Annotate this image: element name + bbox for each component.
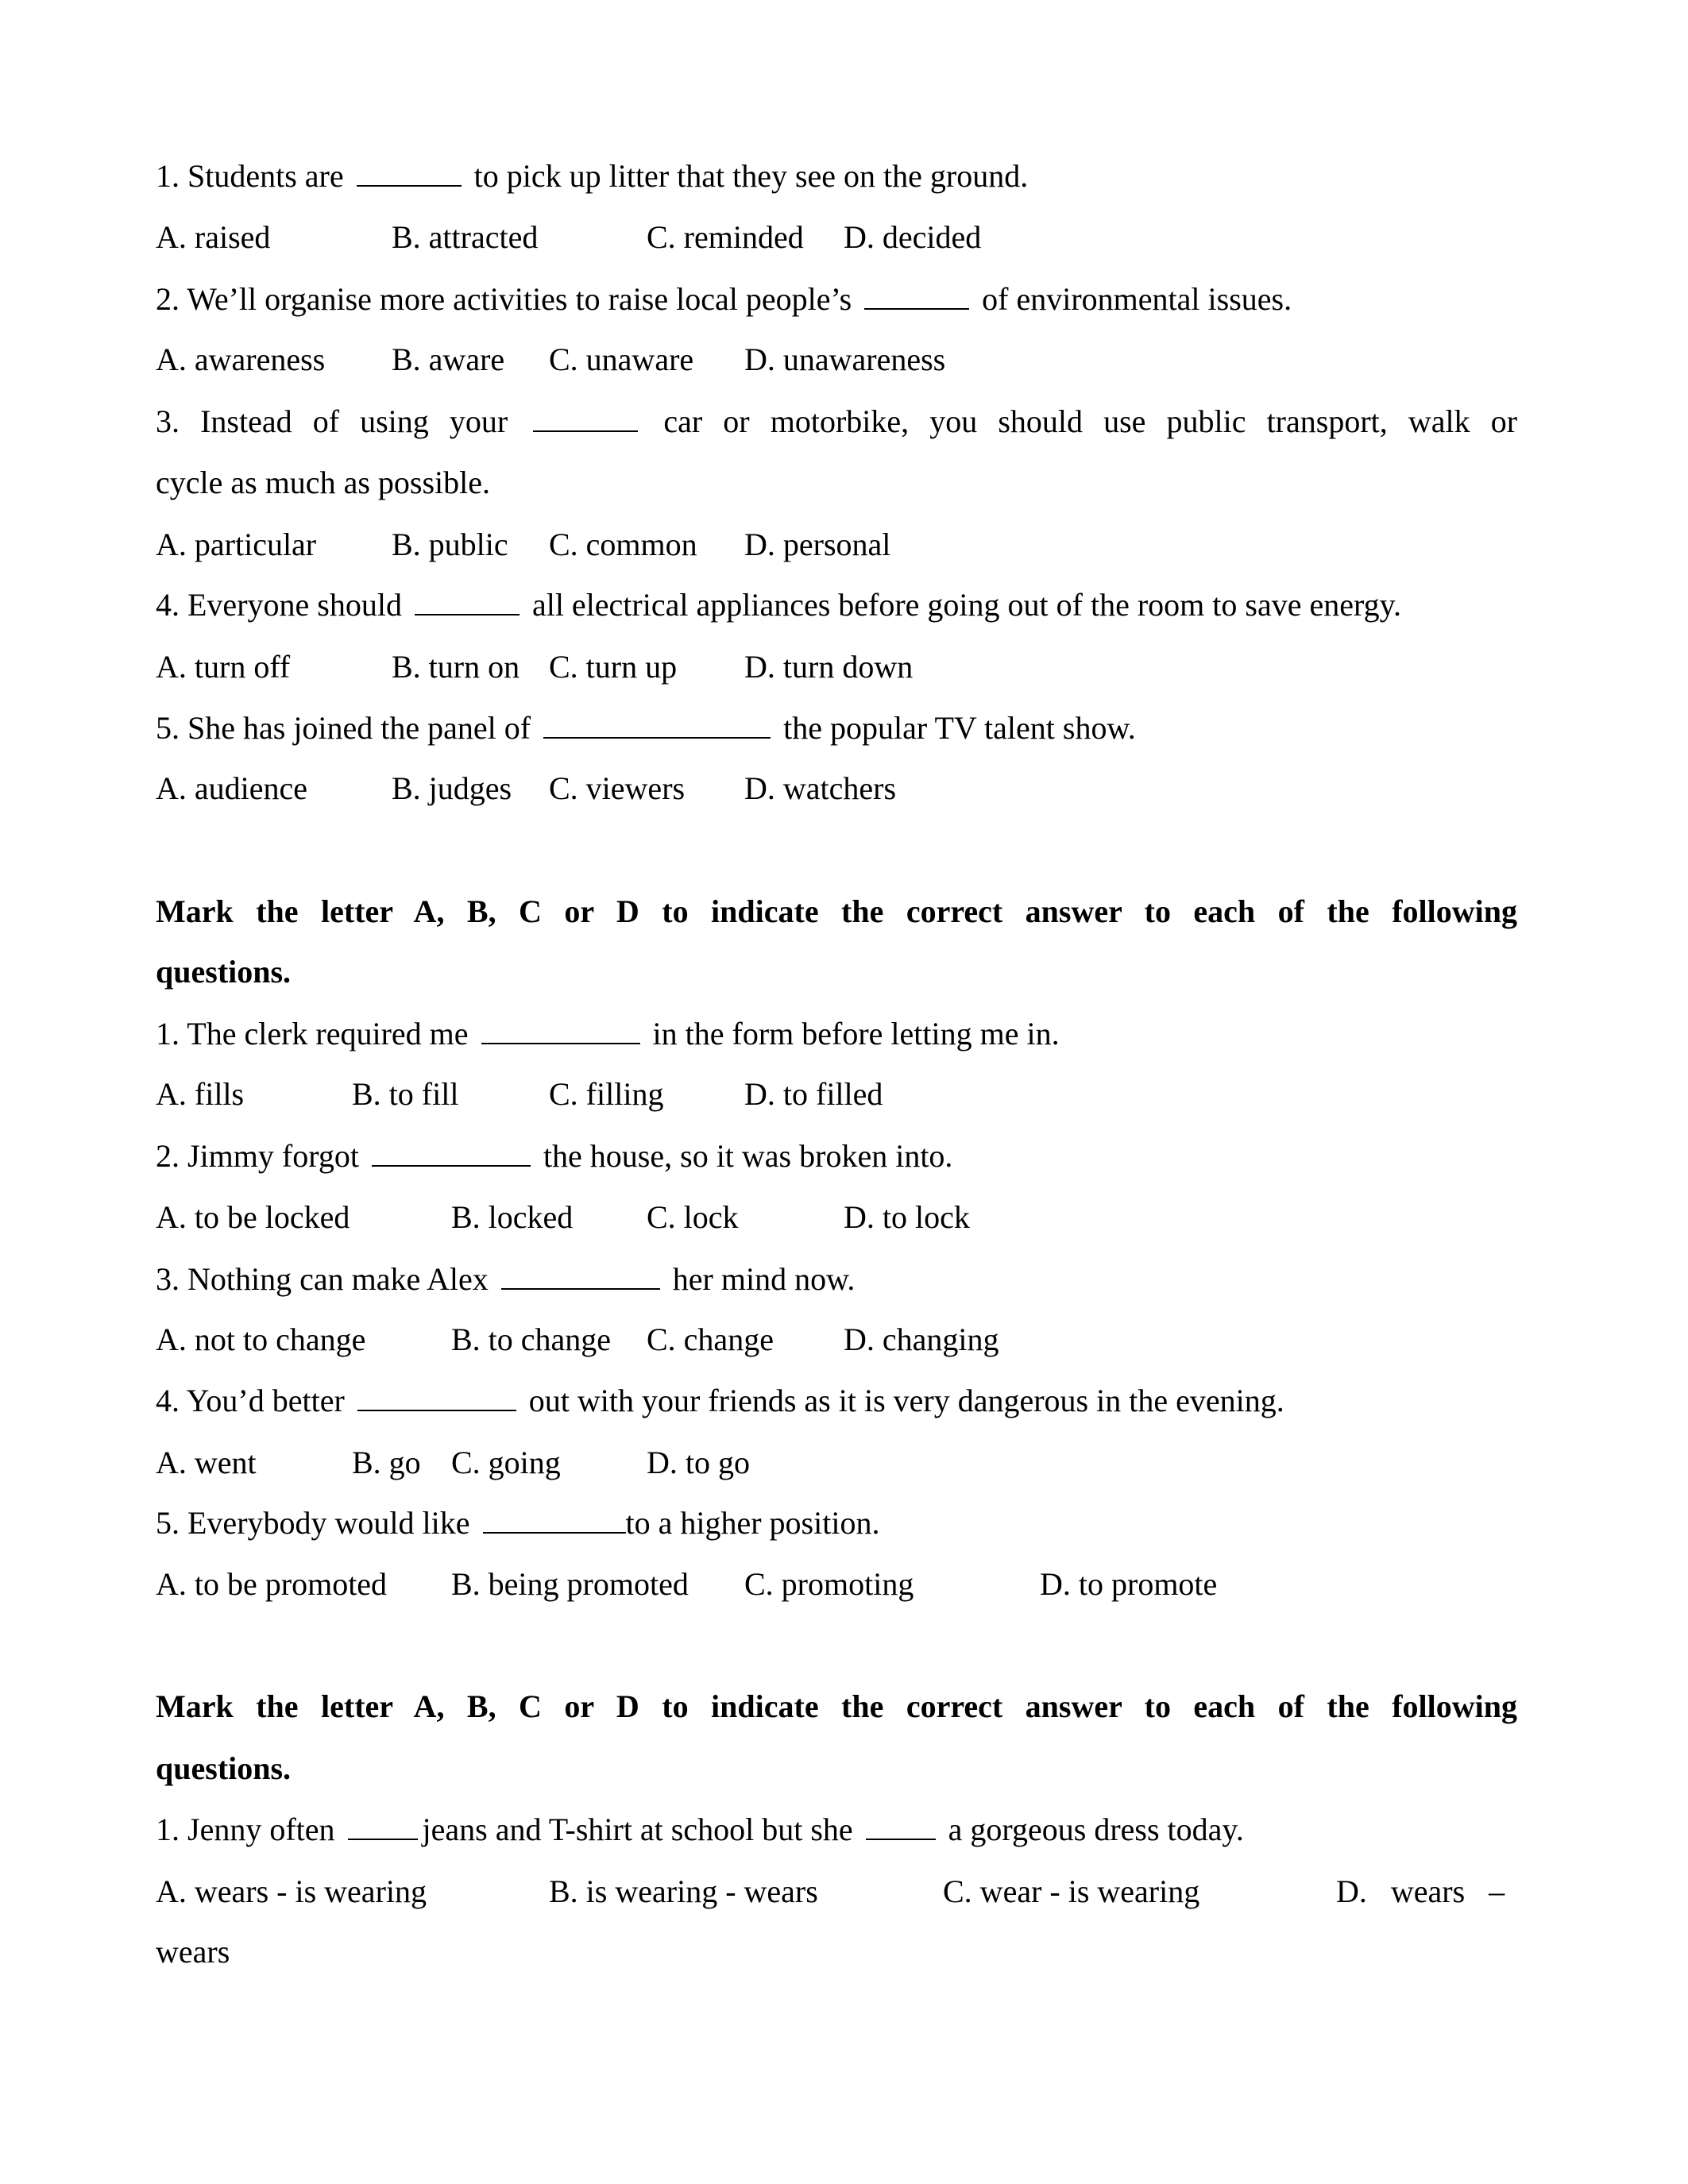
question-text-middle: jeans and T-shirt at school but she <box>422 1812 853 1847</box>
question-text-before: She has joined the panel of <box>187 710 531 746</box>
option-c: C. lock <box>647 1199 739 1235</box>
option-b: B. public <box>392 527 508 562</box>
answer-blank-2 <box>866 1812 936 1840</box>
option-a: A. raised <box>156 219 271 255</box>
question-text-after: the popular TV talent show. <box>783 710 1136 746</box>
question-text-after: all electrical appliances before going out of the room to save energy. <box>531 587 1401 623</box>
question-1-1 <box>156 157 1028 195</box>
question-text-before: Jimmy forgot <box>187 1138 359 1174</box>
answer-blank <box>415 587 520 615</box>
answer-blank <box>481 1016 640 1044</box>
option-a: A. particular <box>156 527 317 562</box>
option-a: A. audience <box>156 770 308 806</box>
option-d: D. turn down <box>744 649 914 685</box>
option-c: C. common <box>549 527 697 562</box>
answer-blank <box>533 403 638 432</box>
question-text-before: Everyone should <box>187 587 402 623</box>
question-number: 3. <box>156 1261 180 1297</box>
question-number: 2. <box>156 1138 180 1174</box>
option-c: C. unaware <box>549 341 694 377</box>
question-text-after: of environmental issues. <box>982 281 1292 317</box>
option-b: B. turn on <box>392 649 520 685</box>
question-text-continuation: cycle as much as possible. <box>156 465 490 500</box>
option-c: C. turn up <box>549 649 678 685</box>
question-number: 3. <box>156 403 180 439</box>
question-text-before: Nothing can make Alex <box>187 1261 489 1297</box>
question-2-2 <box>156 1137 952 1175</box>
section-heading: Mark the letter A, B, C or D to indicate the correct answer to each of the following <box>156 893 1517 929</box>
answer-blank <box>372 1138 531 1167</box>
question-2-1 <box>156 1015 1060 1053</box>
option-a: A. turn off <box>156 649 291 685</box>
option-b: B. being promoted <box>451 1566 689 1602</box>
section-heading: Mark the letter A, B, C or D to indicate the correct answer to each of the following <box>156 1688 1517 1724</box>
option-d: D. decided <box>844 219 982 255</box>
question-2-4 <box>156 1382 1284 1420</box>
question-text-before: Students are <box>187 158 344 194</box>
option-c: C. viewers <box>549 770 686 806</box>
question-1-4 <box>156 586 1401 624</box>
option-c: C. reminded <box>647 219 804 255</box>
option-d: D. watchers <box>744 770 897 806</box>
option-d: D. unawareness <box>744 341 946 377</box>
answer-blank <box>357 1383 516 1411</box>
option-d-continuation: wears <box>156 1934 230 1970</box>
option-b: B. to fill <box>352 1076 459 1112</box>
question-text-after: car or motorbike, you should use public transport, walk or <box>663 403 1518 439</box>
option-b: B. aware <box>392 341 505 377</box>
question-text-before: The clerk required me <box>187 1016 469 1051</box>
option-a: A. went <box>156 1445 257 1480</box>
answer-blank <box>501 1261 660 1290</box>
option-c: C. filling <box>549 1076 664 1112</box>
question-1-3 <box>156 403 1517 441</box>
question-text-before: We’ll organise more activities to raise local people’s <box>187 281 852 317</box>
question-text-after: the house, so it was broken into. <box>543 1138 953 1174</box>
option-a: A. wears - is wearing <box>156 1873 427 1909</box>
question-text-before: Everybody would like <box>187 1505 470 1541</box>
question-number: 1. <box>156 1812 180 1847</box>
question-number: 5. <box>156 1505 180 1541</box>
question-number: 4. <box>156 1383 180 1418</box>
question-text-after: a gorgeous dress today. <box>948 1812 1244 1847</box>
option-a: A. awareness <box>156 341 326 377</box>
question-text-before: Instead of using your <box>200 403 508 439</box>
option-c: C. change <box>647 1322 774 1357</box>
option-d: D. wears – <box>1336 1873 1505 1909</box>
option-b: B. go <box>352 1445 421 1480</box>
option-d: D. to go <box>647 1445 750 1480</box>
question-number: 1. <box>156 158 180 194</box>
question-text-after: in the form before letting me in. <box>652 1016 1060 1051</box>
question-text-after: her mind now. <box>672 1261 856 1297</box>
option-b: B. attracted <box>392 219 539 255</box>
question-text-after: to a higher position. <box>625 1505 880 1541</box>
question-text-before: Jenny often <box>187 1812 335 1847</box>
question-text-before: You’d better <box>186 1383 345 1418</box>
option-a: A. to be locked <box>156 1199 350 1235</box>
option-d: D. to promote <box>1040 1566 1218 1602</box>
question-number: 2. <box>156 281 180 317</box>
question-number: 1. <box>156 1016 180 1051</box>
question-3-1 <box>156 1811 1244 1849</box>
option-b: B. locked <box>451 1199 574 1235</box>
option-d: D. personal <box>744 527 891 562</box>
question-number: 5. <box>156 710 180 746</box>
option-c: C. promoting <box>744 1566 914 1602</box>
answer-blank <box>543 710 771 739</box>
option-c: C. wear - is wearing <box>943 1873 1200 1909</box>
question-2-3 <box>156 1260 855 1298</box>
question-2-5 <box>156 1504 879 1542</box>
option-a: A. to be promoted <box>156 1566 388 1602</box>
question-1-2 <box>156 280 1292 318</box>
option-a: A. not to change <box>156 1322 366 1357</box>
option-d: D. changing <box>844 1322 999 1357</box>
option-c: C. going <box>451 1445 561 1480</box>
question-text-after: to pick up litter that they see on the ground. <box>473 158 1029 194</box>
question-1-5 <box>156 709 1136 747</box>
answer-blank-1 <box>348 1812 418 1840</box>
question-text-after: out with your friends as it is very dangerous in the evening. <box>528 1383 1284 1418</box>
options-3-1-continuation <box>156 1933 230 1971</box>
answer-blank <box>864 281 969 310</box>
section-heading-continuation: questions. <box>156 954 292 990</box>
option-d: D. to lock <box>844 1199 970 1235</box>
section-heading-continuation: questions. <box>156 1750 292 1786</box>
option-d: D. to filled <box>744 1076 883 1112</box>
option-b: B. is wearing - wears <box>549 1873 818 1909</box>
question-1-3-continuation <box>156 464 490 502</box>
option-b: B. to change <box>451 1322 612 1357</box>
option-b: B. judges <box>392 770 512 806</box>
answer-blank <box>357 158 462 187</box>
answer-blank <box>483 1505 626 1534</box>
option-a: A. fills <box>156 1076 245 1112</box>
question-number: 4. <box>156 587 180 623</box>
